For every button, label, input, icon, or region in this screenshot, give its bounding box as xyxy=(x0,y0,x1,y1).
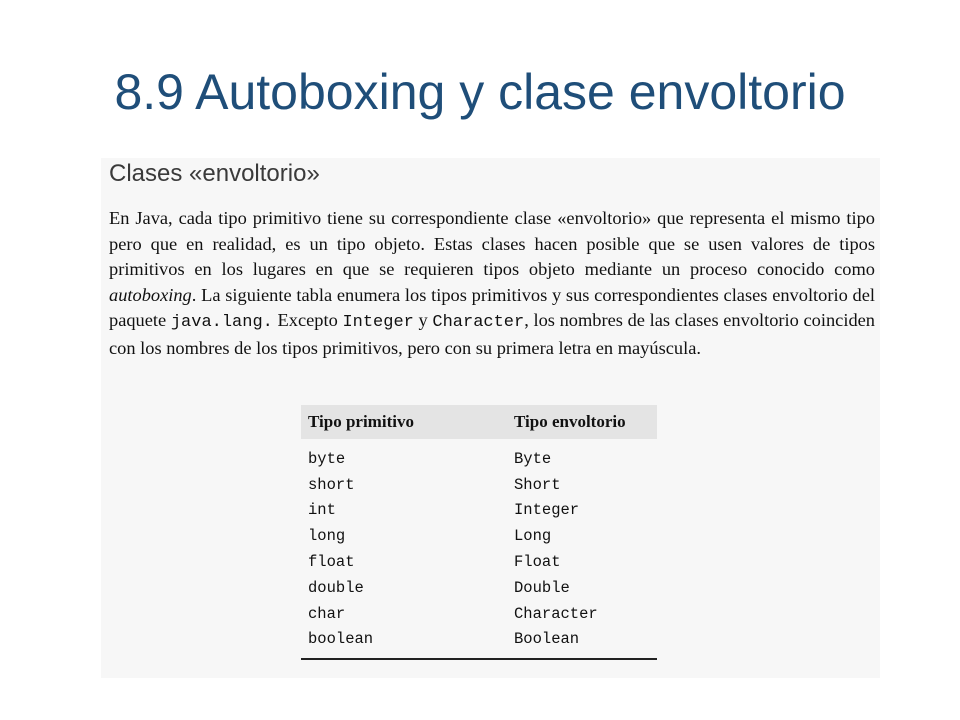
wrapper-type-cell: Character xyxy=(514,604,598,623)
scanned-page xyxy=(101,158,880,678)
table-bottom-rule xyxy=(301,658,657,660)
wrapper-type-cell: Boolean xyxy=(514,630,580,649)
primitive-type-cell: char xyxy=(308,604,346,623)
column-header-primitive: Tipo primitivo xyxy=(308,412,414,431)
paragraph-text: , los nombres de las clases envoltorio coinciden con los nombres de los tipos primitivos, pero con su primera letra en mayúscula. xyxy=(109,310,876,358)
slide-title: 8.9 Autoboxing y clase envoltorio xyxy=(114,64,846,120)
table-row xyxy=(301,446,657,472)
term-autoboxing: autoboxing xyxy=(109,284,192,305)
code-integer: Integer xyxy=(342,313,414,332)
body-paragraph xyxy=(109,206,875,361)
primitive-type-cell: float xyxy=(308,553,355,572)
wrapper-type-cell: Byte xyxy=(514,449,552,468)
primitive-type-cell: boolean xyxy=(308,630,374,649)
table-row xyxy=(301,523,657,549)
primitive-type-cell: double xyxy=(308,578,364,597)
code-java-lang: java.lang. xyxy=(170,313,273,332)
table-row xyxy=(301,472,657,498)
table-row xyxy=(301,498,657,524)
table-row xyxy=(301,627,657,653)
wrapper-type-cell: Short xyxy=(514,475,561,494)
primitive-type-cell: byte xyxy=(308,449,346,468)
primitive-type-cell: int xyxy=(308,501,336,520)
wrapper-type-cell: Long xyxy=(514,527,552,546)
table-row xyxy=(301,601,657,627)
code-character: Character xyxy=(432,313,525,332)
table-row xyxy=(301,575,657,601)
table-header xyxy=(301,405,657,439)
table-row xyxy=(301,549,657,575)
wrapper-type-cell: Double xyxy=(514,578,570,597)
section-heading: Clases «envoltorio» xyxy=(109,160,320,187)
table-body xyxy=(301,439,657,652)
paragraph-text: y xyxy=(413,310,433,330)
wrapper-types-table xyxy=(301,405,657,660)
primitive-type-cell: long xyxy=(308,527,346,546)
paragraph-text: En Java, cada tipo primitivo tiene su correspondiente clase «envoltorio» que representa el mismo tipo pero que en realidad, es un tipo objeto. Estas clases hacen posible que se usen valores de tipos primitivos en los lugares en que se requieren tipos objeto mediante un proceso conocido como xyxy=(109,208,875,279)
wrapper-type-cell: Integer xyxy=(514,501,580,520)
primitive-type-cell: short xyxy=(308,475,355,494)
wrapper-type-cell: Float xyxy=(514,553,561,572)
paragraph-text: . La siguiente tabla enumera los tipos primitivos y sus correspondientes clases envoltorio del paquete xyxy=(109,284,875,330)
paragraph-text: Excepto xyxy=(272,310,343,330)
column-header-wrapper: Tipo envoltorio xyxy=(514,412,626,431)
